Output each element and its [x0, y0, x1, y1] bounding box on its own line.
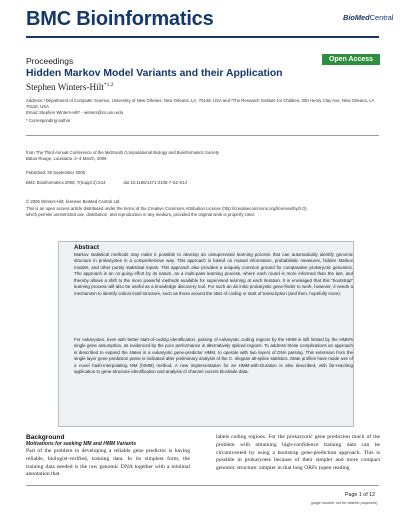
background-subheading: Motivations for seeking MM and HMM Variants [26, 441, 137, 447]
abstract-paragraph-1: Markov statistical methods may make it possible to develop an unsupervised learning process that can automatically identify genomic structure in prokaryotes in a comprehensive way. This approach is based on mutual information, probabilistic measures, hidden Markov models, and other purely statistical inputs. This approach also provides a uniquely common ground for comparative prokaryotic genomics. The approach is an on-going effort by its nature, as a multi-pass learning process, where each round is more informed than the last, and thereby allows a shift to the more powerful methods available for supervised learning at each iteration. It is envisaged that this "bootstrap" learning process will also be useful as a knowledge discovery tool. For such an ab initio prokaryotic gene-finder to work, however, it needs a mechanism to identify critical motif structure, such as those around the start of coding or start of transcription (and then, hopefully more). [74, 252, 353, 296]
background-heading: Background [26, 434, 65, 441]
conference-name: from The Third Annual Conference of the MidSouth Computational Biology and Bioinformatics Society [26, 150, 220, 155]
article-title: Hidden Markov Model Variants and their Application [26, 68, 283, 79]
header-rule [26, 36, 379, 38]
author-address: Address: ¹Department of Computer Science, University of New Orleans, New Orleans, LA, 70148, USA and ²The Research Institute for Children, 200 Henry Clay Ave, New Orleans, LA 70118, USA [26, 98, 375, 109]
doi-link[interactable]: doi:10.1186/1471-2105-7-S2-S14 [123, 180, 187, 185]
abstract-heading: Abstract [74, 244, 100, 251]
abstract-paragraph-2: For eukaryotes, even with better start-of-coding identification, parsing of eukaryotic coding regions by the HMM is still limited by the HMM's single gene assumption, as evidenced by the poor performance in alternatively spliced regions. To address these complications an approach is described to expand the states in a eukaryotic gene-predictor HMM, to operate with two layers of DNA parsing. This extension from the single layer gene prediction parse is indicated after preliminary analysis of the C. elegans alt-splice statistics. State profiles have made use of a novel hash-interpolating MM (hIMM) method. A new implementation for an HMM-with-Duration is also described, with far-reaching application to gene-structure identification and analysis of channel current blockade data. [74, 337, 353, 375]
license-text [26, 206, 380, 218]
published-date: Published: 26 September 2006 [26, 170, 86, 175]
body-column-left: Part of the problem in developing a reliable gene predictor is having reliable, biologist-verified, training data. In its simplest form, the training data needed is the raw genomic DNA together with a minimal annotation that [26, 448, 190, 478]
article-section: Proceedings [26, 56, 74, 66]
page-number: Page 1 of 12 [345, 492, 376, 498]
conference-info [26, 150, 380, 162]
body-column-right: labels coding regions. For the prokaryotic gene prediction much of the problem with obtaining high-confidence training data can be circumvented by using a bootstrap gene-prediction approach. This is possible in prokaryotes because of their simpler and more compact genomic structure: simpler in that long ORFs (open reading [216, 434, 380, 472]
author-email[interactable]: Email: Stephen Winters-Hilt* - winters@cs.uno.edu [26, 110, 124, 115]
author-marks: *1,2 [103, 82, 114, 88]
page-note: (page number not for citation purposes) [311, 501, 378, 505]
license-line-2: which permits unrestricted use, distribution, and reproduction in any medium, provided the original work is properly cited. [26, 212, 255, 217]
journal-title: BMC Bioinformatics [26, 8, 214, 30]
conference-location: Baton Rouge, Louisiana. 2–4 March, 2006 [26, 156, 107, 161]
license-line-1[interactable]: This is an open access article distributed under the terms of the Creative Commons Attribution License (http://creativecommons.org/licenses/by/2.0), [26, 206, 308, 211]
citation: BMC Bioinformatics 2006, 7(Suppl 2):S14 [26, 180, 106, 185]
citation-line [26, 180, 380, 186]
copyright: © 2006 Winters-Hilt; licensee BioMed Central Ltd. [26, 199, 121, 204]
corresponding-note: * Corresponding author [26, 118, 71, 123]
publisher-logo [343, 13, 394, 27]
divider [26, 135, 379, 136]
author-name: Stephen Winters-Hilt [26, 82, 104, 93]
logo-suffix: Central [369, 13, 394, 22]
footer-rule [26, 485, 379, 486]
author-line [26, 82, 113, 92]
logo-brand: BioMed [343, 13, 370, 22]
open-access-badge: Open Access [322, 54, 380, 65]
